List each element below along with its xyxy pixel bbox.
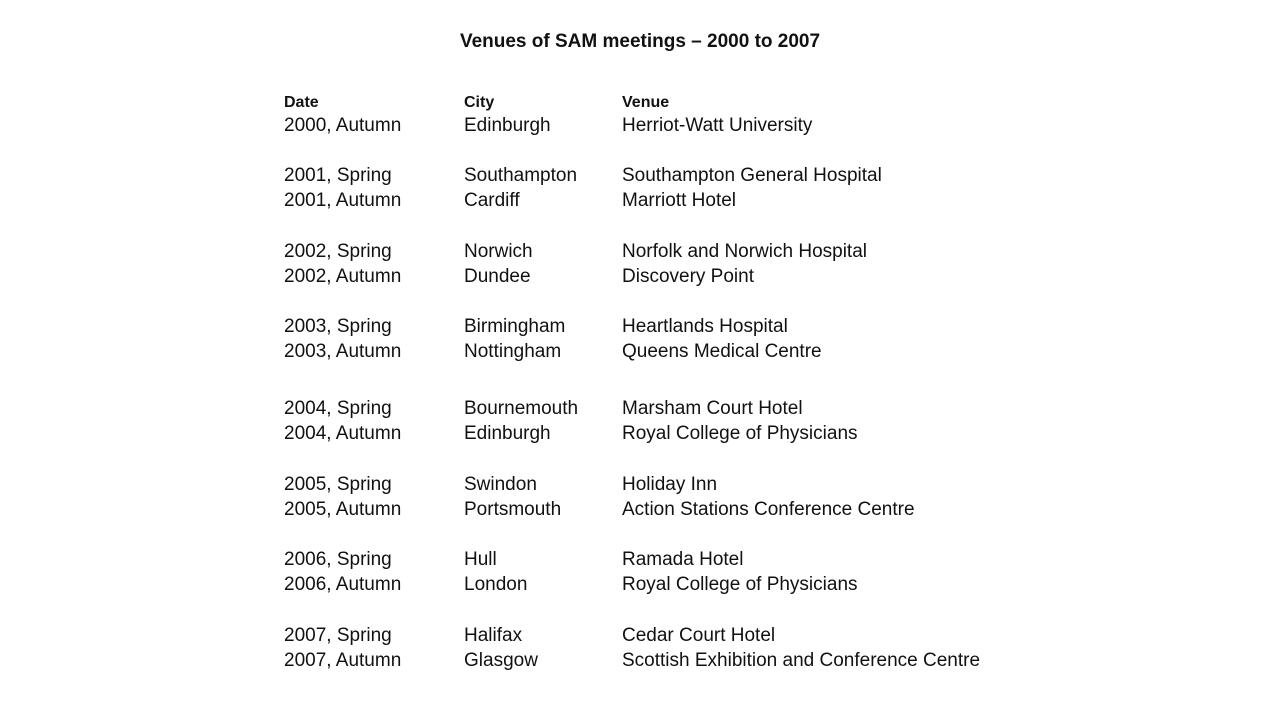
- row-city: Portsmouth: [464, 499, 562, 520]
- row-city: Norwich: [464, 241, 533, 262]
- row-venue: Scottish Exhibition and Conference Centre: [622, 650, 981, 671]
- row-venue: Southampton General Hospital: [622, 165, 882, 186]
- row-date: 2007, Spring: [284, 625, 392, 646]
- row-date: 2001, Spring: [284, 165, 392, 186]
- header-date: Date: [284, 94, 319, 111]
- row-city: Halifax: [464, 625, 523, 646]
- row-city: Southampton: [464, 165, 578, 186]
- row-city: Hull: [464, 549, 497, 570]
- row-date: 2003, Spring: [284, 316, 392, 337]
- row-venue: Marsham Court Hotel: [622, 398, 803, 419]
- row-date: 2005, Spring: [284, 474, 392, 495]
- row-date: 2003, Autumn: [284, 341, 402, 362]
- row-city: Dundee: [464, 266, 531, 287]
- row-venue: Norfolk and Norwich Hospital: [622, 241, 867, 262]
- row-city: Edinburgh: [464, 423, 551, 444]
- row-venue: Royal College of Physicians: [622, 423, 858, 444]
- row-date: 2000, Autumn: [284, 115, 402, 136]
- row-city: Bournemouth: [464, 398, 579, 419]
- row-venue: Herriot-Watt University: [622, 115, 813, 136]
- header-city: City: [464, 94, 495, 111]
- row-city: Edinburgh: [464, 115, 551, 136]
- row-city: Glasgow: [464, 650, 538, 671]
- row-venue: Marriott Hotel: [622, 190, 737, 211]
- row-city: Swindon: [464, 474, 537, 495]
- row-date: 2006, Autumn: [284, 574, 402, 595]
- row-date: 2004, Spring: [284, 398, 392, 419]
- row-venue: Queens Medical Centre: [622, 341, 822, 362]
- row-city: Birmingham: [464, 316, 566, 337]
- row-date: 2002, Autumn: [284, 266, 402, 287]
- row-date: 2006, Spring: [284, 549, 392, 570]
- row-venue: Holiday Inn: [622, 474, 718, 495]
- row-venue: Discovery Point: [622, 266, 754, 287]
- header-venue: Venue: [622, 94, 670, 111]
- row-date: 2001, Autumn: [284, 190, 402, 211]
- row-date: 2007, Autumn: [284, 650, 402, 671]
- row-city: Nottingham: [464, 341, 562, 362]
- row-date: 2002, Spring: [284, 241, 392, 262]
- row-city: Cardiff: [464, 190, 520, 211]
- row-venue: Ramada Hotel: [622, 549, 744, 570]
- row-date: 2005, Autumn: [284, 499, 402, 520]
- page-title: Venues of SAM meetings – 2000 to 2007: [459, 31, 821, 52]
- row-venue: Action Stations Conference Centre: [622, 499, 915, 520]
- row-venue: Royal College of Physicians: [622, 574, 858, 595]
- row-city: London: [464, 574, 528, 595]
- row-venue: Cedar Court Hotel: [622, 625, 776, 646]
- row-date: 2004, Autumn: [284, 423, 402, 444]
- row-venue: Heartlands Hospital: [622, 316, 788, 337]
